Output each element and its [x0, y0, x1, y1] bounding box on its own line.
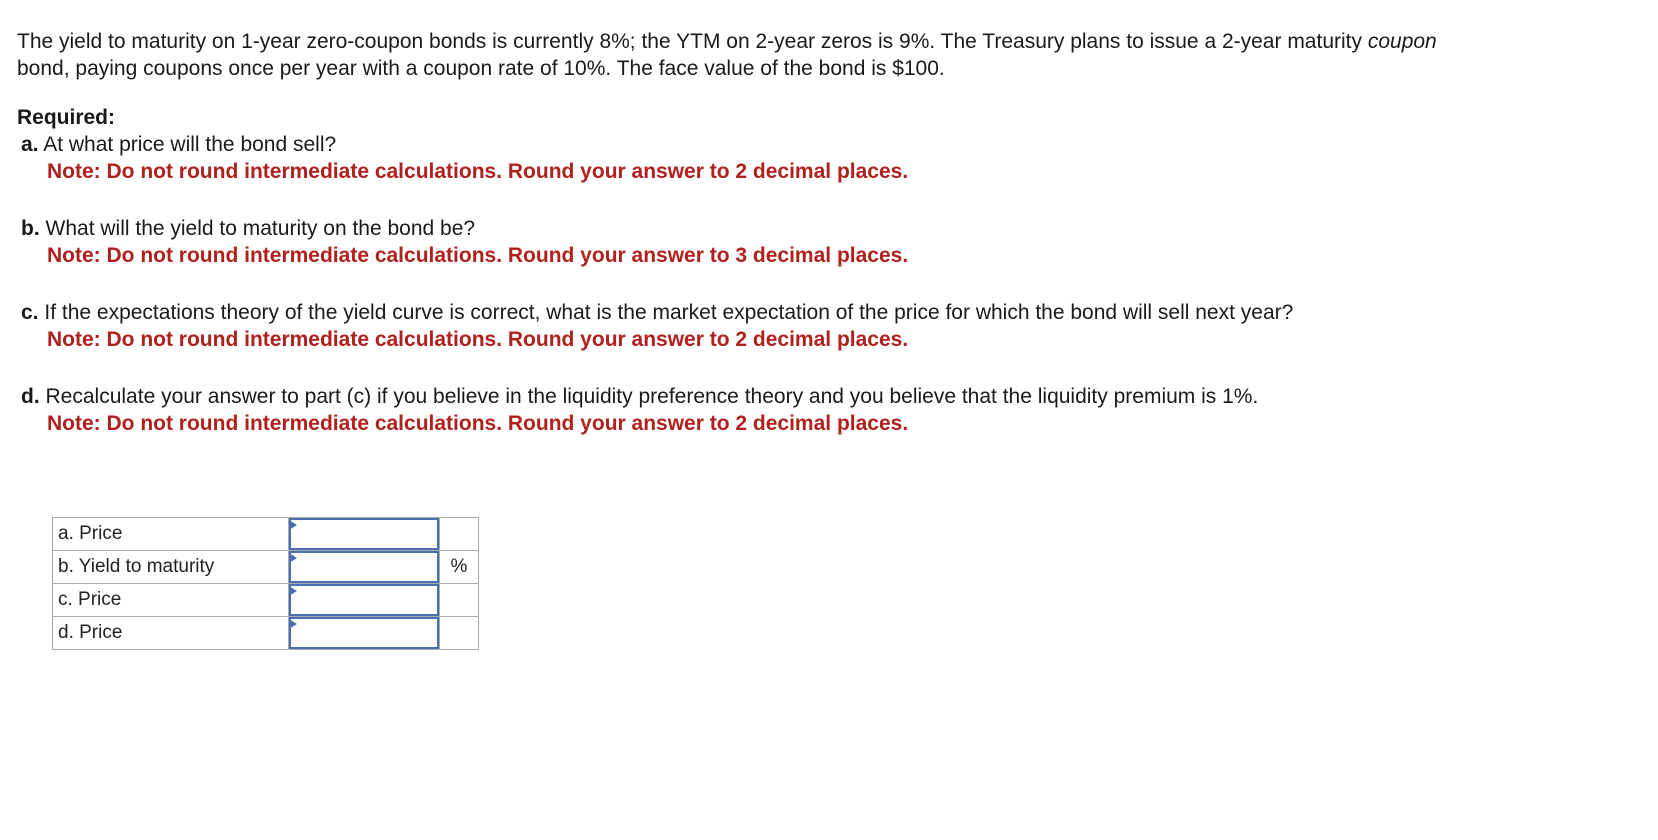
intro-italic: coupon	[1367, 30, 1437, 53]
required-heading: Required:	[17, 106, 116, 129]
question-d	[21, 383, 1457, 437]
answer-cell	[289, 518, 440, 551]
answer-unit	[440, 584, 479, 617]
question-letter: d.	[21, 385, 40, 408]
answer-label: b. Yield to maturity	[53, 551, 289, 584]
answer-row-d	[53, 617, 479, 650]
question-text: If the expectations theory of the yield curve is correct, what is the market expectation of the price for which the bond will sell next year?	[44, 301, 1294, 324]
answer-table	[52, 517, 479, 650]
question-text: What will the yield to maturity on the bond be?	[45, 217, 476, 240]
question-letter: b.	[21, 217, 40, 240]
question-letter: a.	[21, 133, 39, 156]
answer-cell	[289, 551, 440, 584]
question-b	[21, 215, 1457, 269]
answer-unit: %	[440, 551, 479, 584]
answer-unit	[440, 518, 479, 551]
input-marker-icon	[289, 553, 297, 563]
problem-statement	[17, 28, 1457, 82]
input-marker-icon	[289, 520, 297, 530]
price-c-input[interactable]	[289, 584, 439, 616]
question-note: Note: Do not round intermediate calculations. Round your answer to 2 decimal places.	[47, 412, 909, 435]
question-letter: c.	[21, 301, 39, 324]
answer-cell	[289, 617, 440, 650]
answer-row-c	[53, 584, 479, 617]
answer-cell	[289, 584, 440, 617]
price-d-input[interactable]	[289, 617, 439, 649]
answer-label: d. Price	[53, 617, 289, 650]
answer-unit	[440, 617, 479, 650]
question-c	[21, 299, 1457, 353]
answer-label: c. Price	[53, 584, 289, 617]
question-a	[21, 131, 1457, 185]
yield-to-maturity-input[interactable]	[289, 551, 439, 583]
price-a-input[interactable]	[289, 518, 439, 550]
question-text: At what price will the bond sell?	[43, 133, 337, 156]
intro-text-2: bond, paying coupons once per year with a coupon rate of 10%. The face value of the bond is $100.	[17, 57, 945, 80]
intro-text-1: The yield to maturity on 1-year zero-coupon bonds is currently 8%; the YTM on 2-year zeros is 9%. The Treasury plans to issue a 2-year maturity	[17, 30, 1368, 53]
question-text: Recalculate your answer to part (c) if you believe in the liquidity preference theory and you believe that the liquidity premium is 1%.	[45, 385, 1259, 408]
question-note: Note: Do not round intermediate calculations. Round your answer to 2 decimal places.	[47, 328, 909, 351]
answer-row-b	[53, 551, 479, 584]
input-marker-icon	[289, 619, 297, 629]
question-note: Note: Do not round intermediate calculations. Round your answer to 3 decimal places.	[47, 244, 909, 267]
answer-label: a. Price	[53, 518, 289, 551]
question-note: Note: Do not round intermediate calculations. Round your answer to 2 decimal places.	[47, 160, 909, 183]
problem-content	[17, 28, 1457, 437]
input-marker-icon	[289, 586, 297, 596]
answer-row-a	[53, 518, 479, 551]
